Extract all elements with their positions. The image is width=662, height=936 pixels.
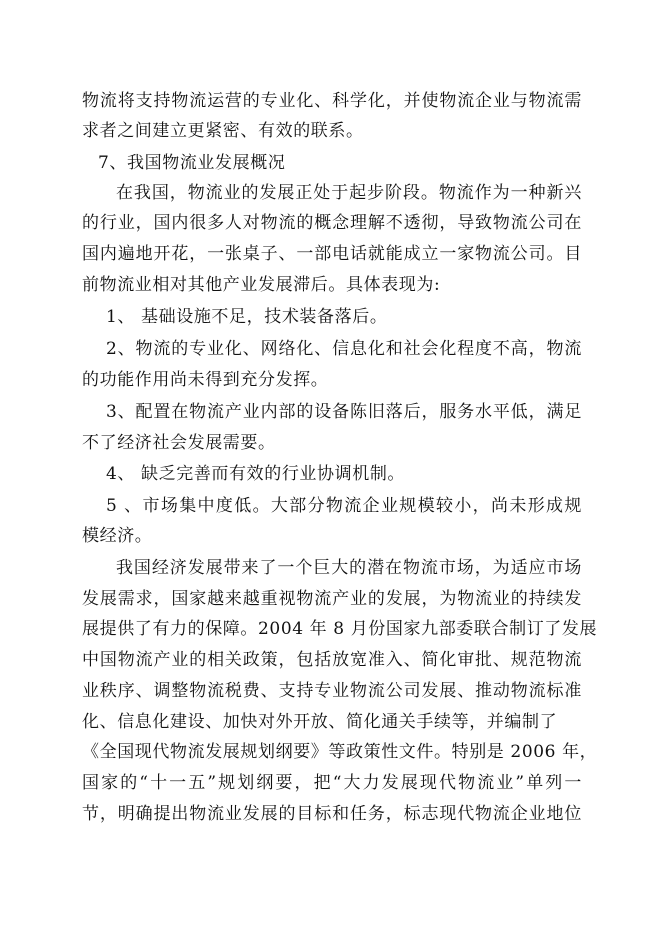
text-line-18: 展提供了有力的保障。2004 年 8 月份国家九部委联合制订了发展 [82, 619, 598, 639]
text-line-19: 中国物流产业的相关政策，包括放宽准入、简化审批、规范物流 [82, 650, 582, 670]
section-heading: 7、我国物流业发展概况 [98, 153, 286, 173]
text-line-20: 业秩序、调整物流税费、支持专业物流公司发展、推动物流标准 [82, 681, 582, 701]
list-item-3: 3、配置在物流产业内部的设备陈旧落后，服务水平低，满足 [106, 402, 582, 422]
text-line-2: 求者之间建立更紧密、有效的联系。 [82, 121, 364, 141]
list-item-3-cont: 不了经济社会发展需要。 [82, 433, 276, 453]
text-line-5: 的行业，国内很多人对物流的概念理解不透彻，导致物流公司在 [82, 213, 582, 233]
list-item-4: 4、 缺乏完善而有效的行业协调机制。 [106, 464, 406, 484]
text-line-6: 国内遍地开花，一张桌子、一部电话就能成立一家物流公司。目 [82, 244, 582, 264]
list-item-5-cont: 模经济。 [82, 526, 153, 546]
text-line-1: 物流将支持物流运营的专业化、科学化，并使物流企业与物流需 [82, 91, 582, 111]
list-item-5: 5 、市场集中度低。大部分物流企业规模较小，尚未形成规 [106, 496, 582, 516]
list-item-2: 2、物流的专业化、网络化、信息化和社会化程度不高，物流 [106, 339, 582, 359]
text-line-16: 我国经济发展带来了一个巨大的潜在物流市场，为适应市场 [116, 558, 582, 578]
text-line-24: 节，明确提出物流业发展的目标和任务，标志现代物流企业地位 [82, 804, 582, 824]
text-line-4: 在我国，物流业的发展正处于起步阶段。物流作为一种新兴 [116, 183, 582, 203]
text-line-7: 前物流业相对其他产业发展滞后。具体表现为: [82, 275, 441, 295]
list-item-1: 1、 基础设施不足，技术装备落后。 [106, 307, 388, 327]
text-line-23: 国家的“十一五”规划纲要，把“大力发展现代物流业”单列一 [82, 773, 582, 793]
list-item-2-cont: 的功能作用尚未得到充分发挥。 [82, 370, 329, 390]
text-line-22: 《全国现代物流发展规划纲要》等政策性文件。特别是 2006 年， [82, 742, 598, 762]
text-line-17: 发展需求，国家越来越重视物流产业的发展，为物流业的持续发 [82, 589, 582, 609]
text-line-21: 化、信息化建设、加快对外开放、简化通关手续等，并编制了 [82, 712, 558, 732]
